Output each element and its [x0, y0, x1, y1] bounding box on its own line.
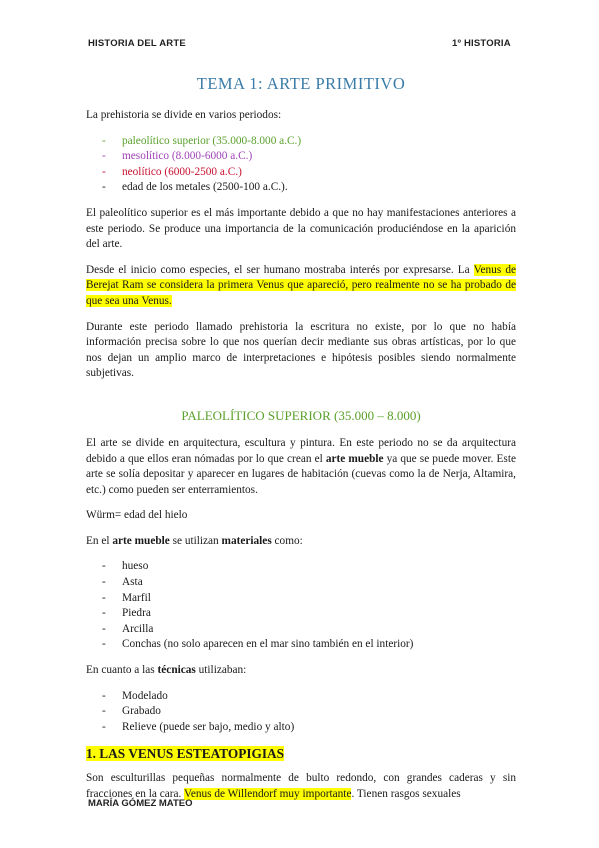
document-body [86, 68, 516, 802]
paragraph-prehistory-writing: Durante este periodo llamado prehistoria la escritura no existe, por lo que no había información precisa sobre lo que nos querían decir mediante sus obras artísticas, por lo que nos dejan un amplio marco de interpretaciones e hipótesis posibles siendo normalmente subjetivas. [86, 320, 516, 380]
text-run: ya que se puede mover. Este arte se solía depositar y aparecer en lugares de habitación (cuevas como la de Nerja, Altamira, etc.) como pueden ser enterramientos. [86, 452, 516, 496]
paragraph-techniques-intro [86, 663, 516, 679]
list-item: - Modelado [86, 689, 516, 705]
highlighted-text: Venus de Berejat Ram se considera la primera Venus que apareció, pero realmente no se ha probado de que sea una Venus. [86, 263, 516, 307]
text-run: utilizaban: [195, 664, 247, 677]
text-run: Desde el inicio como especies, el ser humano mostraba interés por expresarse. La [86, 263, 474, 276]
paragraph-paleolithic-importance: El paleolítico superior es el más importante debido a que no hay manifestaciones anteriores a este periodo. Se produce una importancia de la comunicación produciéndose en la aparición del arte. [86, 206, 516, 251]
section-heading-venus [86, 745, 516, 762]
materials-list [86, 559, 516, 653]
list-item: - Relieve (puede ser bajo, medio y alto) [86, 720, 516, 736]
list-item: - mesolítico (8.000-6000 a.C.) [86, 149, 516, 165]
highlighted-heading: 1. LAS VENUS ESTEATOPIGIAS [86, 746, 285, 762]
paragraph-wurm: Würm= edad del hielo [86, 509, 188, 522]
paragraph-venus-berejat [86, 263, 516, 310]
paragraph-materials-intro [86, 534, 516, 550]
list-item: - Piedra [86, 606, 516, 622]
bold-term: técnicas [157, 664, 196, 677]
text-run: Son esculturillas pequeñas normalmente de bulto redondo, con grandes caderas y sin fracciones en la cara. [86, 772, 516, 800]
list-item: - hueso [86, 559, 516, 575]
intro-paragraph: La prehistoria se divide en varios periodos: [86, 109, 282, 121]
list-item: - edad de los metales (2500-100 a.C.). [86, 180, 516, 196]
text-run: El arte se divide en arquitectura, escultura y pintura. En este periodo no se da arquitectura debido a que ellos eran nómadas por lo que crean el [86, 436, 516, 465]
section-heading-paleolithic: PALEOLÍTICO SUPERIOR (35.000 – 8.000) [181, 407, 421, 423]
page-title: TEMA 1: ARTE PRIMITIVO [196, 74, 406, 93]
text-run: En el [86, 534, 113, 547]
list-item: - Conchas (no solo aparecen en el mar sino también en el interior) [86, 637, 516, 653]
bold-term: arte mueble [112, 534, 170, 547]
list-item: - Asta [86, 575, 516, 591]
list-item: - Grabado [86, 704, 516, 720]
list-item: - Arcilla [86, 622, 516, 638]
bold-term: arte mueble [325, 452, 384, 465]
header-subject: HISTORIA DEL ARTE [88, 38, 186, 49]
paragraph-art-divisions [86, 436, 516, 498]
techniques-list [86, 689, 516, 736]
footer-author: MARÍA GÓMEZ MATEO [88, 798, 193, 809]
text-run: . Tienen rasgos sexuales [351, 788, 461, 800]
text-run: se utilizan [169, 534, 222, 547]
periods-list [86, 134, 516, 196]
text-run: como: [271, 534, 303, 547]
text-run: En cuanto a las [86, 664, 158, 677]
list-item: - neolítico (6000-2500 a.C.) [86, 165, 516, 181]
bold-term: materiales [221, 534, 272, 547]
highlighted-text: Venus de Willendorf muy importante [183, 788, 352, 800]
header-course: 1º HISTORIA [452, 38, 511, 49]
list-item: - Marfil [86, 591, 516, 607]
list-item: - paleolítico superior (35.000-8.000 a.C.) [86, 134, 516, 150]
